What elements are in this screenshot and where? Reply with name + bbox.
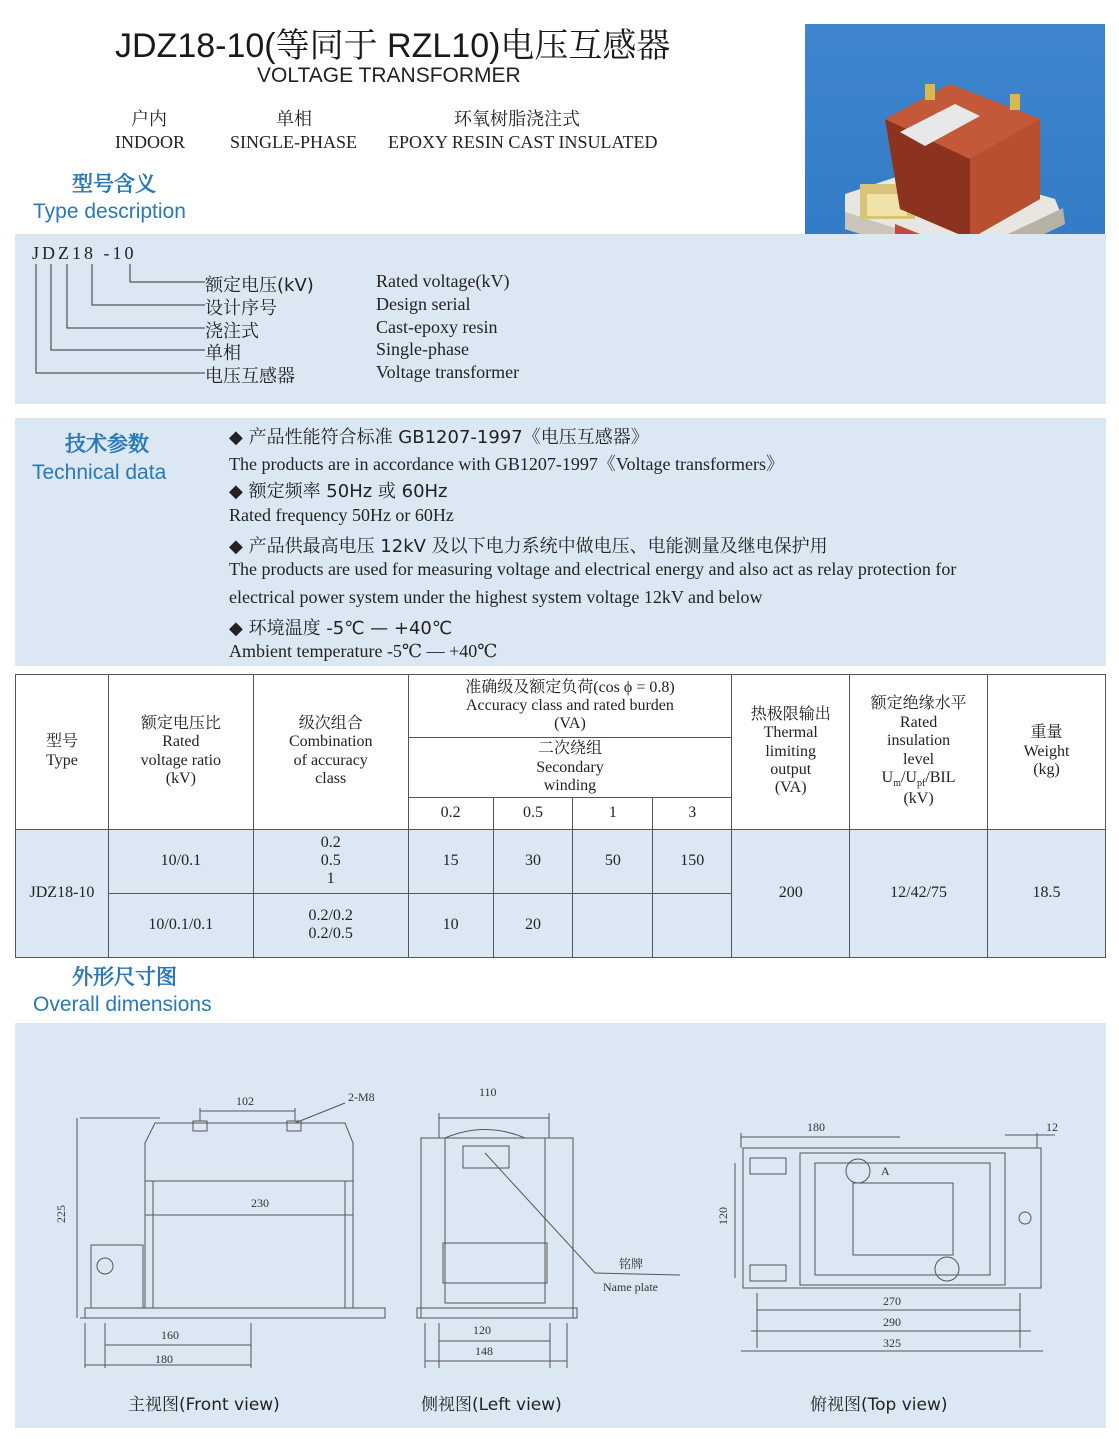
technical-data-title-cn: 技术参数 [65,432,149,456]
dim-front-180: 180 [155,1352,173,1366]
cell-burden: 20 [493,893,573,957]
header-class-0-5: 0.5 [493,798,573,829]
cell-burden: 50 [573,829,653,893]
header-class-3: 3 [653,798,732,829]
dim-top-270: 270 [883,1294,901,1308]
dim-left-148: 148 [475,1344,493,1358]
type-item-cn: 单相 [205,343,241,364]
dim-left-110: 110 [479,1085,497,1099]
front-view-drawing [77,1103,385,1368]
type-item-cn: 额定电压(kV) [205,275,314,296]
dim-top-12: 12 [1046,1120,1058,1134]
dim-left-plate-cn: 铭牌 [619,1257,644,1271]
dim-front-160: 160 [161,1328,179,1342]
header-type: 型号 Type [16,675,109,830]
dimension-drawings [15,1023,1106,1428]
type-item-cn: 设计序号 [205,298,277,319]
spec-table [15,674,1106,958]
cell-combination: 0.2 0.5 1 [253,829,408,893]
dim-front-2m8: 2-M8 [348,1090,375,1104]
tech-line: ◆ 环境温度 -5℃ — +40℃ [229,618,453,639]
feature-epoxy-en: EPOXY RESIN CAST INSULATED [388,132,658,152]
type-item-cn: 电压互感器 [205,366,295,387]
dim-front-225: 225 [54,1205,68,1223]
feature-single-phase-cn: 单相 [276,109,312,130]
tech-line: Ambient temperature -5℃ — +40℃ [229,641,498,661]
cell-thermal: 200 [732,829,850,957]
left-view-caption: 侧视图(Left view) [421,1395,562,1415]
type-item-cn: 浇注式 [205,321,259,342]
dimensions-title-en: Overall dimensions [33,993,212,1016]
dim-front-102: 102 [236,1094,254,1108]
header-secondary-winding: 二次绕组 Secondary winding [408,738,732,798]
cell-burden: 10 [408,893,493,957]
cell-burden: 30 [493,829,573,893]
cell-burden [573,893,653,957]
header-thermal-output: 热极限输出 Thermal limiting output (VA) [732,675,850,830]
top-view-label-a: A [881,1164,890,1178]
feature-indoor-en: INDOOR [115,132,185,152]
tech-line: ◆ 产品性能符合标准 GB1207-1997《电压互感器》 [229,427,649,448]
type-description-panel [15,234,1106,404]
front-view-caption: 主视图(Front view) [128,1395,280,1415]
cell-insulation: 12/42/75 [850,829,988,957]
tech-line: electrical power system under the highest system voltage 12kV and below [229,587,763,607]
dim-left-120: 120 [473,1323,491,1337]
dim-top-290: 290 [883,1315,901,1329]
dim-front-230: 230 [251,1196,269,1210]
header-weight: 重量 Weight (kg) [988,675,1106,830]
page-title: JDZ18-10(等同于 RZL10)电压互感器 [115,27,671,65]
top-view-caption: 俯视图(Top view) [810,1395,948,1415]
dim-top-180: 180 [807,1120,825,1134]
tech-line: ◆ 额定频率 50Hz 或 60Hz [229,481,448,502]
technical-data-title-en: Technical data [32,461,167,484]
cell-combination: 0.2/0.2 0.2/0.5 [253,893,408,957]
type-code-leader-lines [15,234,215,384]
tech-line: Rated frequency 50Hz or 60Hz [229,505,454,525]
header-class-0-2: 0.2 [408,798,493,829]
feature-single-phase-en: SINGLE-PHASE [230,132,358,152]
tech-line: The products are in accordance with GB1207-1997《Voltage transformers》 [229,454,785,474]
cell-burden: 150 [653,829,732,893]
tech-line: The products are used for measuring voltage and electrical energy and also act as relay protection for [229,559,957,579]
type-item-en: Single-phase [376,339,469,359]
type-item-en: Voltage transformer [376,362,520,382]
type-item-en: Design serial [376,294,471,314]
type-item-en: Cast-epoxy resin [376,317,498,337]
cell-burden [653,893,732,957]
type-item-en: Rated voltage(kV) [376,271,510,291]
header-rated-voltage-ratio: 额定电压比 Rated voltage ratio (kV) [108,675,253,830]
type-code: JDZ18 -10 [32,243,137,263]
dim-top-120: 120 [716,1207,730,1225]
header-class-1: 1 [573,798,653,829]
dimensions-panel [15,1023,1106,1428]
dimensions-title-cn: 外形尺寸图 [72,965,177,989]
feature-epoxy-cn: 环氧树脂浇注式 [454,109,580,130]
dim-top-325: 325 [883,1336,901,1350]
feature-indoor-cn: 户内 [131,109,167,130]
technical-data-panel [15,418,1106,666]
type-description-title-cn: 型号含义 [72,172,156,196]
cell-type: JDZ18-10 [16,829,109,957]
cell-ratio: 10/0.1 [108,829,253,893]
header-insulation-level: 额定绝缘水平 Rated insulation level $U_m/U_{pf}$/BIL (kV) [850,675,988,830]
header-accuracy-burden: 准确级及额定负荷(cos ϕ = 0.8) Accuracy class and rated burden (VA) [408,675,732,738]
cell-burden: 15 [408,829,493,893]
cell-ratio: 10/0.1/0.1 [108,893,253,957]
page-subtitle: VOLTAGE TRANSFORMER [257,64,521,87]
type-description-title-en: Type description [33,200,186,223]
header-accuracy-combination: 级次组合 Combination of accuracy class [253,675,408,830]
tech-line: ◆ 产品供最高电压 12kV 及以下电力系统中做电压、电能测量及继电保护用 [229,536,828,557]
cell-weight: 18.5 [988,829,1106,957]
left-view-drawing [417,1113,680,1368]
dim-left-plate-en: Name plate [603,1280,658,1294]
